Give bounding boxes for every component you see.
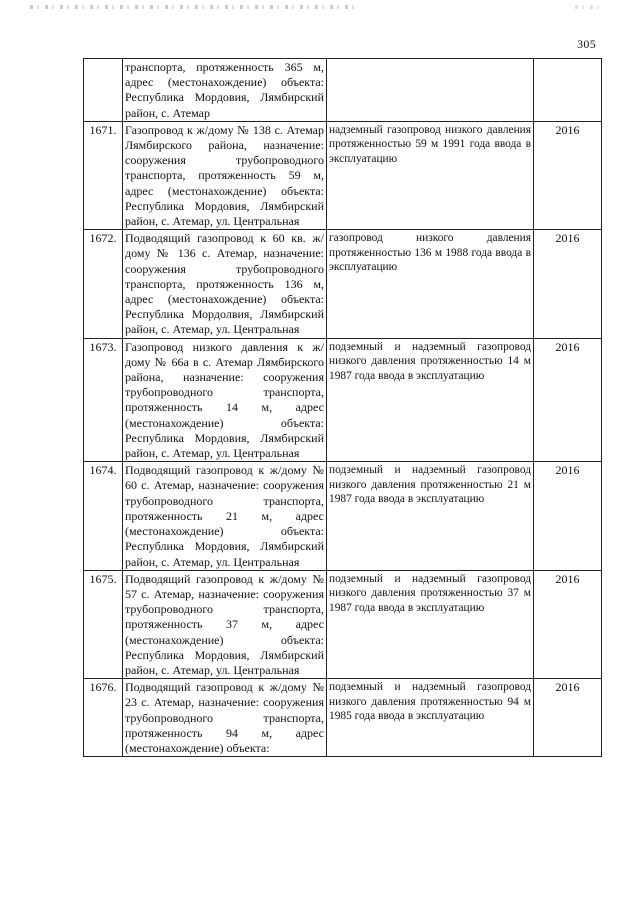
object-name: Газопровод низкого давления к ж/дому № 66а в с. Атемар Лямбирского района, назначение: сооружения трубопроводного транспорта, протяженность 14 м, адрес (местонахождение) объекта: Республика Мордовия, Лямбирский район, с. Атемар, ул. Центральная [123,338,327,462]
object-description: подземный и надземный газопровод низкого давления протяженностью 21 м 1987 года ввода в эксплуатацию [327,462,534,570]
object-description: газопровод низкого давления протяженностью 136 м 1988 года ввода в эксплуатацию [327,230,534,338]
property-registry-table [83,58,602,757]
row-number: 1676. [84,679,123,757]
row-number: 1672. [84,230,123,338]
row-number [84,59,123,122]
year: 2016 [534,570,602,678]
row-number: 1673. [84,338,123,462]
year: 2016 [534,121,602,229]
year: 2016 [534,679,602,757]
year: 2016 [534,338,602,462]
table-row [84,570,602,678]
object-name: Подводящий газопровод к ж/дому № 57 с. Атемар, назначение: сооружения трубопроводного транспорта, протяженность 37 м, адрес (местонахождение) объекта: Республика Мордовия, Лямбирский район, с. Атемар, ул. Центральная [123,570,327,678]
table-row [84,462,602,570]
scan-artifact [30,5,360,9]
object-description: подземный и надземный газопровод низкого давления протяженностью 14 м 1987 года ввода в эксплуатацию [327,338,534,462]
object-description: надземный газопровод низкого давления протяженностью 59 м 1991 года ввода в эксплуатацию [327,121,534,229]
row-number: 1674. [84,462,123,570]
row-number: 1671. [84,121,123,229]
table-row [84,121,602,229]
object-name: Подводящий газопровод к 60 кв. ж/дому № 136 с. Атемар, назначение: сооружения трубопроводного транспорта, протяженность 136 м, адрес (местонахождение) объекта: Республика Мордолвия, Лямбирский район, с. Атемар, ул. Центральная [123,230,327,338]
object-description [327,59,534,122]
year: 2016 [534,230,602,338]
object-description: подземный и надземный газопровод низкого давления протяженностью 94 м 1985 года ввода в эксплуатацию [327,679,534,757]
object-description: подземный и надземный газопровод низкого давления протяженностью 37 м 1987 года ввода в эксплуатацию [327,570,534,678]
table-row [84,338,602,462]
row-number: 1675. [84,570,123,678]
year [534,59,602,122]
scan-artifact [575,5,605,9]
table-row [84,230,602,338]
year: 2016 [534,462,602,570]
page-number: 305 [577,37,596,51]
table-row-continued [84,59,602,122]
object-name: Подводящий газопровод к ж/дому № 23 с. Атемар, назначение: сооружения трубопроводного транспорта, протяженность 94 м, адрес (местонахождение) объекта: [123,679,327,757]
object-name: Газопровод к ж/дому № 138 с. Атемар Лямбирского района, назначение: сооружения трубопроводного транспорта, протяженность 59 м, адрес (местонахождение) объекта: Республика Мордовия, Лямбирский район, с. Атемар, ул. Центральная [123,121,327,229]
table-row [84,679,602,757]
object-name: Подводящий газопровод к ж/дому № 60 с. Атемар, назначение: сооружения трубопроводного транспорта, протяженность 21 м, адрес (местонахождение) объекта: Республика Мордовия, Лямбирский район, с. Атемар, ул. Центральная [123,462,327,570]
object-name: транспорта, протяженность 365 м, адрес (местонахождение) объекта: Республика Мордовия, Лямбирский район, с. Атемар [123,59,327,122]
